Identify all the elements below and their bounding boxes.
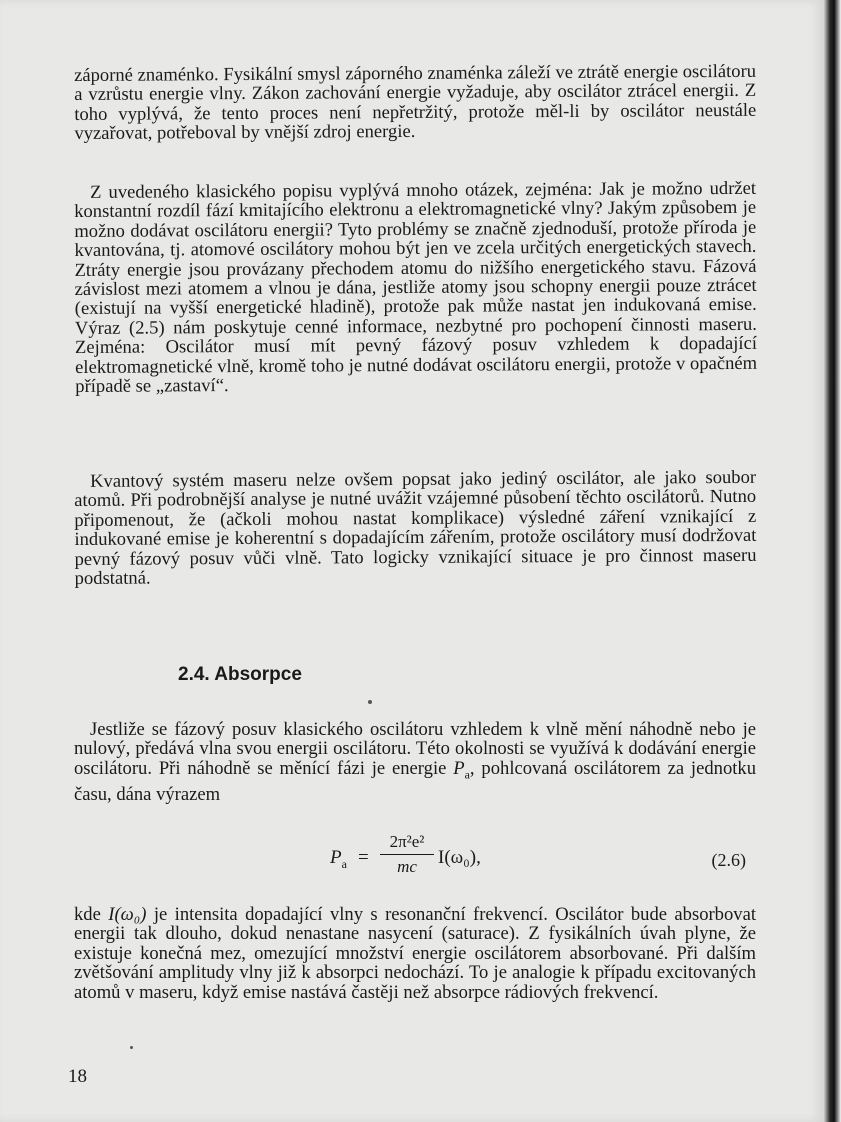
paragraph-2 xyxy=(74,179,757,397)
paragraph-4-text xyxy=(74,720,756,804)
page-edge xyxy=(824,0,841,1122)
speck-mark xyxy=(130,1046,133,1049)
equation-rhs: I(ω₀), xyxy=(438,847,481,868)
paragraph-5-part-b: je intensita dopadající vlny s resonanční frekvencí. Oscilátor bude absorbovat energii tak dlouho, dokud nenastane nasycení (saturace). Z fysikálních úvah plyne, že existuje konečná mez, omezující množství energie oscilátorem absorbované. Při dalším zvětšování amplitudy vlny již k absorpci nedochází. To je analogie k případu excitovaných atomů v maseru, když emise nastává častěji než absorpce rádiových frekvencí. xyxy=(74,904,756,1003)
speck-mark xyxy=(368,700,372,704)
paragraph-1 xyxy=(74,62,756,144)
paragraph-1-text: záporné znaménko. Fysikální smysl záporného znaménka záleží ve ztrátě energie oscilátoru a vzrůstu energie vlny. Zákon zachování energie vyžaduje, aby oscilátor ztrácel energii. Z toho vyplývá, že tento proces není nepřetržitý, protože měl-li by oscilátor neustále vyzařovat, potřeboval by vnější zdroj energie. xyxy=(73,60,757,145)
paragraph-4-part-a: Jestliže se fázový posuv klasického oscilátoru vzhledem k vlně mění náhodně nebo je nulový, předává vlna svou energii oscilátoru. Této okolnosti se využívá k dodávání energie oscilátoru. Při náhodně se měnící fázi je energie xyxy=(74,719,756,779)
power-subscript: a xyxy=(464,767,470,782)
paragraph-3 xyxy=(74,468,757,589)
equation-2-6 xyxy=(320,832,750,886)
section-heading: 2.4. Absorpce xyxy=(178,664,302,685)
intensity-symbol: I(ω₀) xyxy=(108,904,147,925)
fraction-numerator: 2π²e² xyxy=(380,832,434,855)
power-symbol: P xyxy=(453,757,465,779)
paragraph-5-text xyxy=(74,905,756,1002)
equation-fraction xyxy=(380,832,434,877)
fraction-denominator: mc xyxy=(397,857,417,876)
equation-lhs-symbol: P xyxy=(330,847,342,868)
paragraph-5-part-a: kde xyxy=(74,904,109,925)
paragraph-2-text: Z uvedeného klasického popisu vyplývá mnoho otázek, zejména: Jak je možno udržet konstantní rozdíl fází kmitajícího elektronu a elektromagnetické vlny? Jakým způsobem je možno dodávat oscilátoru energii? Tyto problémy se značně zjednoduší, protože příroda je kvantována, tj. atomové oscilátory mohou být jen ve zcela určitých energetických stavech. Ztráty energie jsou provázany přechodem atomu do nižšího energetického stavu. Fázová závislost mezi atomem a vlnou je dána, jestliže atomy jsou schopny energii pouze ztrácet (existují na vyšší energetické hladině), protože pak může nastat jen indukovaná emise. Výraz (2.5) nám poskytuje cenné informace, nezbytné pro pochopení činnosti maseru. Zejména: Oscilátor musí mít pevný fázový posuv vzhledem k dopadající elektromagnetické vlně, kromě toho je nutné dodávat oscilátoru energii, protože v opačném případě se „zastaví“. xyxy=(74,177,758,398)
equation-number: (2.6) xyxy=(711,850,746,870)
paragraph-4-part-b: , pohlcovaná oscilátorem za jednotku času, dána výrazem xyxy=(74,757,757,805)
paragraph-4 xyxy=(74,720,756,804)
equation-lhs xyxy=(330,847,347,872)
page-number: 18 xyxy=(68,1066,87,1087)
paragraph-5 xyxy=(74,905,756,1002)
equals-sign: = xyxy=(358,847,369,868)
equation-lhs-subscript: a xyxy=(341,856,347,871)
paragraph-3-text: Kvantový systém maseru nelze ovšem popsat jako jediný oscilátor, ale jako soubor atomů. Při podrobnější analyse je nutné uvážit vzájemné působení těchto oscilátorů. Nutno připomenout, že (ačkoli mohou nastat komplikace) výsledné záření vznikající z indukované emise je koherentní s dopadajícím zářením, protože oscilátory musí dodržovat pevný fázový posuv vůči vlně. Tato logicky vznikající situace je pro činnost maseru podstatná. xyxy=(74,466,757,590)
